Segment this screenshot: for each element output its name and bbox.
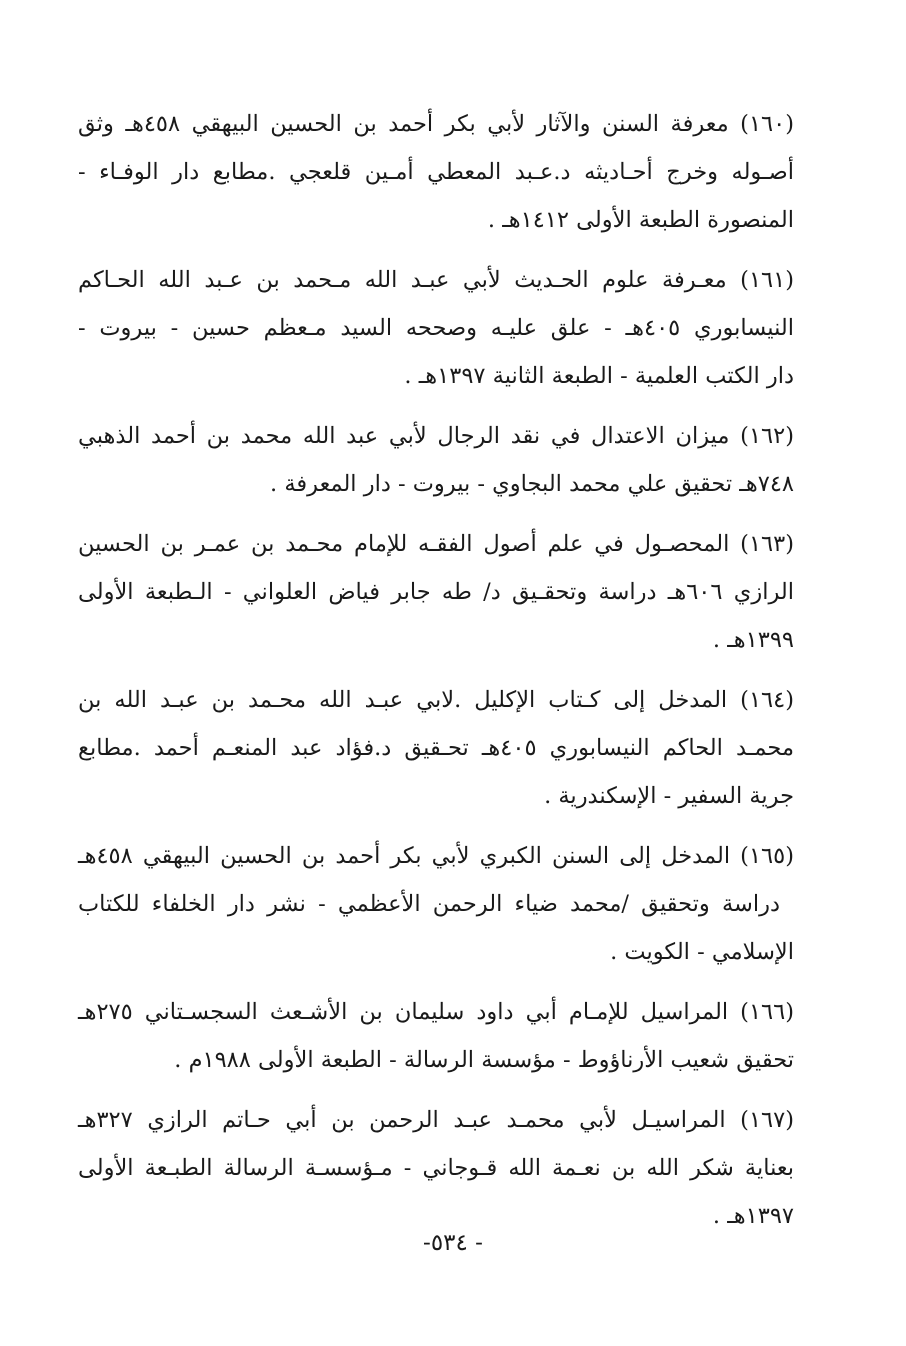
entry-line: المنصورة الطبعة الأولى ١٤١٢هـ . <box>487 207 794 233</box>
bibliography-entry-164 <box>78 676 794 820</box>
entry-line: أصـوله وخرج أحـاديثه د.عـبد المعطي أمـين قلعجي .مطابع دار الوفـاء - <box>78 159 794 185</box>
bibliography-entry-162 <box>78 412 794 508</box>
bibliography-entry-163 <box>78 520 794 664</box>
entry-line: دار الكتب العلمية - الطبعة الثانية ١٣٩٧هـ . <box>404 363 794 389</box>
entry-line: (١٦٥) المدخل إلى السنن الكبري لأبي بكر أحمد بن الحسين البيهقي ٤٥٨هـ <box>78 843 794 869</box>
bibliography-entry-160 <box>78 100 794 244</box>
entry-line: (١٦٠) معرفة السنن والآثار لأبي بكر أحمد بن الحسين البيهقي ٤٥٨هـ وثق <box>78 111 794 137</box>
page-number: - ٥٣٤- <box>423 1230 483 1256</box>
entry-line: (١٦٢) ميزان الاعتدال في نقد الرجال لأبي عبد الله محمد بن أحمد الذهبي <box>78 423 794 449</box>
bibliography-entry-165 <box>78 832 794 976</box>
bibliography-entry-167 <box>78 1096 794 1240</box>
entry-line: (١٦٧) المراسيـل لأبي محمـد عبـد الرحمن بن أبي حـاتم الرازي ٣٢٧هـ <box>78 1107 794 1133</box>
entry-line: النيسابوري ٤٠٥هـ - علق عليـه وصححه السيد مـعظم حسين - بيروت - <box>78 315 794 341</box>
entry-line: (١٦٣) المحصـول في علم أصول الفقـه للإمام محـمد بن عمـر بن الحسين <box>78 531 794 557</box>
entry-line: بعناية شكر الله بن نعـمة الله قـوجاني - مـؤسسـة الرسالة الطبـعة الأولى <box>78 1155 794 1181</box>
bibliography-page <box>78 100 794 1252</box>
bibliography-entry-166 <box>78 988 794 1084</box>
entry-line: تحقيق شعيب الأرناؤوط - مؤسسة الرسالة - الطبعة الأولى ١٩٨٨م . <box>174 1047 794 1073</box>
entry-line: (١٦١) معـرفة علوم الحـديث لأبي عبـد الله مـحمد بن عـبد الله الحـاكم <box>78 267 794 293</box>
bibliography-entry-161 <box>78 256 794 400</box>
entry-line: جرية السفير - الإسكندرية . <box>544 783 794 809</box>
entry-line: (١٦٤) المدخل إلى كـتاب الإكليل .لابي عبـد الله محـمد بن عبـد الله بن <box>78 687 794 713</box>
entry-line: محمـد الحاكم النيسابوري ٤٠٥هـ تحـقيق د.فؤاد عبد المنعـم أحمد .مطابع <box>78 735 795 761</box>
entry-line: ٧٤٨هـ تحقيق علي محمد البجاوي - بيروت - دار المعرفة . <box>270 471 794 497</box>
entry-line: الرازي ٦٠٦هـ دراسة وتحقـيق د/ طه جابر فياض العلواني - الـطبعة الأولى <box>78 579 794 605</box>
entry-line: دراسة وتحقيق /محمد ضياء الرحمن الأعظمي - نشر دار الخلفاء للكتاب <box>78 891 780 917</box>
entry-line: الإسلامي - الكويت . <box>610 939 794 965</box>
entry-line: ١٣٩٧هـ . <box>712 1203 794 1229</box>
entry-line: ١٣٩٩هـ . <box>712 627 794 653</box>
entry-line: (١٦٦) المراسيل للإمـام أبي داود سليمان بن الأشـعث السجسـتاني ٢٧٥هـ <box>78 999 794 1025</box>
